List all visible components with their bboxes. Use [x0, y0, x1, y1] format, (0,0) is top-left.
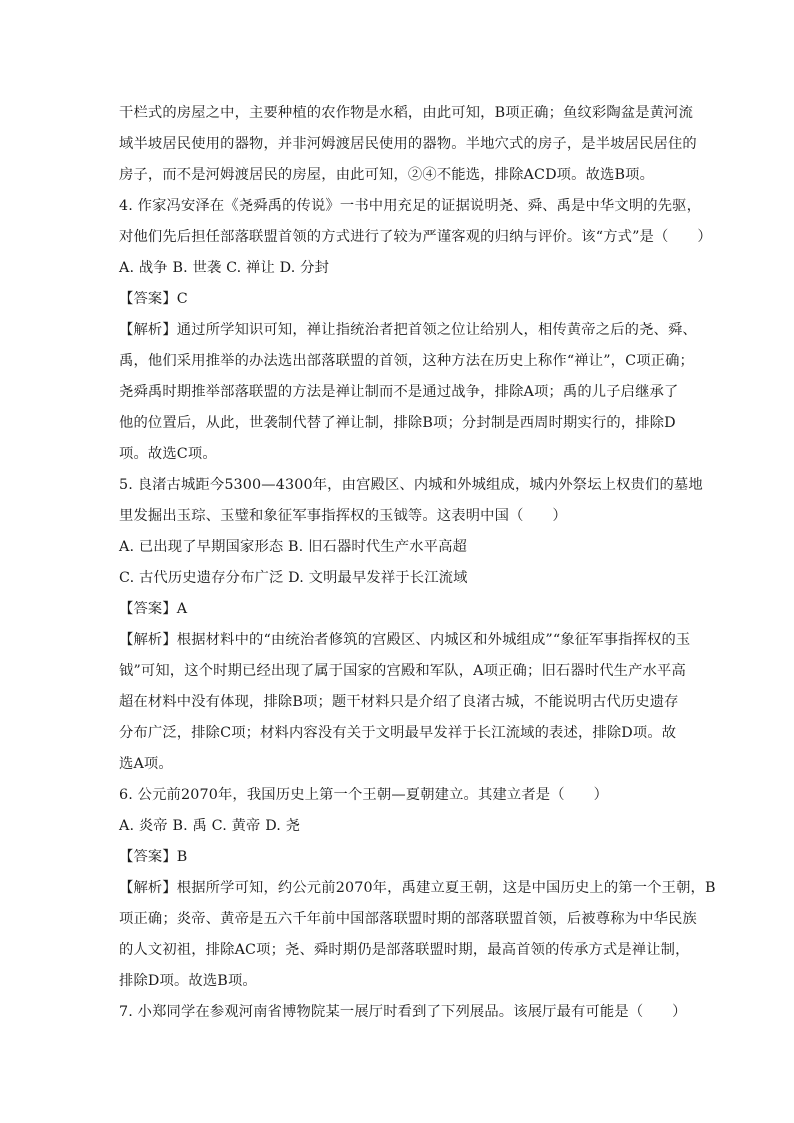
question-5-options: A. 已出现了早期国家形态 B. 旧石器时代生产水平高超 — [119, 539, 467, 555]
question-5-analysis: 【解析】根据材料中的“由统治者修筑的宫殿区、内城区和外城组成”“象征军事指挥权的玉 — [119, 632, 691, 648]
question-6-analysis: 的人文初祖，排除AC项；尧、舜时期仍是部落联盟时期，最高首领的传承方式是禅让制， — [119, 942, 690, 958]
question-6-answer: 【答案】B — [119, 849, 188, 865]
question-5-analysis: 分布广泛，排除C项；材料内容没有关于文明最早发祥于长江流域的表述，排除D项。故 — [119, 725, 677, 741]
question-4-analysis: 尧舜禹时期推举部落联盟的方法是禅让制而不是通过战争，排除A项；禹的儿子启继承了 — [119, 384, 679, 400]
question-4-analysis: 禹，他们采用推举的办法选出部落联盟的首领，这种方法在历史上称作“禅让”，C项正确； — [119, 353, 694, 369]
question-4-analysis: 【解析】通过所学知识可知，禅让指统治者把首领之位让给别人，相传黄帝之后的尧、舜、 — [119, 322, 697, 338]
question-5-analysis: 选A项。 — [119, 756, 173, 772]
question-6-options: A. 炎帝 B. 禹 C. 黄帝 D. 尧 — [119, 818, 301, 834]
question-5-stem: 5. 良渚古城距今5300—4300年，由宫殿区、内城和外城组成，城内外祭坛上权贵们的墓地 — [119, 477, 703, 493]
question-6-stem: 6. 公元前2070年，我国历史上第一个王朝—夏朝建立。其建立者是（ ） — [119, 787, 609, 803]
question-5-analysis: 钺”可知，这个时期已经出现了属于国家的宫殿和军队，A项正确；旧石器时代生产水平高 — [119, 663, 686, 679]
question-7-stem: 7. 小郑同学在参观河南省博物院某一展厅时看到了下列展品。该展厅最有可能是（ ） — [119, 1004, 687, 1020]
question-5-stem: 里发掘出玉琮、玉璧和象征军事指挥权的玉钺等。这表明中国（ ） — [119, 508, 567, 524]
question-6-analysis: 【解析】根据所学可知，约公元前2070年，禹建立夏王朝，这是中国历史上的第一个王朝，B — [119, 880, 716, 896]
text-line: 干栏式的房屋之中，主要种植的农作物是水稻，由此可知，B项正确；鱼纹彩陶盆是黄河流 — [119, 105, 694, 121]
text-line: 域半坡居民使用的器物，并非河姆渡居民使用的器物。半地穴式的房子，是半坡居民居住的 — [119, 136, 697, 152]
question-5-options: C. 古代历史遗存分布广泛 D. 文明最早发祥于长江流域 — [119, 570, 468, 586]
question-4-stem: 4. 作家冯安泽在《尧舜禹的传说》一书中用充足的证据说明尧、舜、禹是中华文明的先驱， — [119, 198, 702, 214]
question-5-answer: 【答案】A — [119, 601, 188, 617]
question-4-analysis: 他的位置后，从此，世袭制代替了禅让制，排除B项；分封制是西周时期实行的，排除D — [119, 415, 676, 431]
question-4-analysis: 项。故选C项。 — [119, 446, 217, 462]
question-6-analysis: 排除D项。故选B项。 — [119, 973, 257, 989]
question-6-analysis: 项正确；炎帝、黄帝是五六千年前中国部落联盟时期的部落联盟首领，后被尊称为中华民族 — [119, 911, 697, 927]
question-4-stem: 对他们先后担任部落联盟首领的方式进行了较为严谨客观的归纳与评价。该“方式”是（ ） — [119, 229, 712, 245]
text-line: 房子，而不是河姆渡居民的房屋，由此可知，②④不能选，排除ACD项。故选B项。 — [119, 167, 655, 183]
question-4-answer: 【答案】C — [119, 291, 188, 307]
question-5-analysis: 超在材料中没有体现，排除B项；题干材料只是介绍了良渚古城，不能说明古代历史遗存 — [119, 694, 679, 710]
question-4-options: A. 战争 B. 世袭 C. 禅让 D. 分封 — [119, 260, 330, 276]
